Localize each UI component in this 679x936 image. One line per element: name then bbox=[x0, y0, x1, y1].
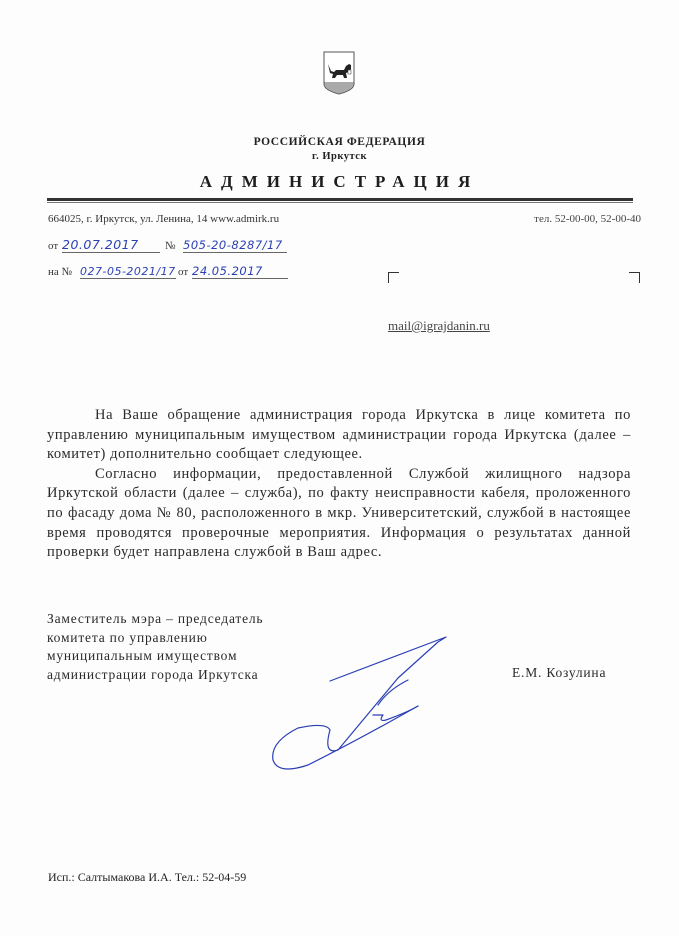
reply-date-field bbox=[192, 262, 288, 279]
date-value: 20.07.2017 bbox=[62, 237, 139, 252]
country-heading: РОССИЙСКАЯ ФЕДЕРАЦИЯ bbox=[253, 136, 426, 148]
reply-date-label: от bbox=[178, 266, 189, 278]
header-rule bbox=[47, 198, 633, 201]
signatory-title-line: комитета по управлению bbox=[47, 629, 208, 645]
executor-info: Исп.: Салтымакова И.А. Тел.: 52-04-59 bbox=[48, 870, 247, 884]
administration-title: АДМИНИСТРАЦИЯ bbox=[199, 172, 480, 191]
reply-number-value: 027-05-2021/17 bbox=[80, 265, 176, 278]
address-line: 664025, г. Иркутск, ул. Ленина, 14 www.admirk.ru bbox=[48, 213, 280, 225]
address-corner-left bbox=[388, 272, 399, 283]
signatory-title-line: администрации города Иркутска bbox=[47, 666, 259, 682]
body-paragraph: Согласно информации, предоставленной Службой жилищного надзора Иркутской области (далее – служба), по факту неисправности кабеля, проложенного по фасаду дома № 80, расположенного в мкр. Университетский, службой в настоящее время проводятся проверочные мероприятия. Информация о результатах данной проверки будет направлена службой в Ваш адрес. bbox=[47, 465, 631, 561]
number-label: № bbox=[165, 240, 176, 252]
date-field bbox=[62, 236, 160, 253]
signatory-title bbox=[47, 610, 263, 684]
signatory-name: Е.М. Козулина bbox=[512, 665, 607, 680]
handwritten-signature bbox=[268, 630, 468, 780]
address-corner-right bbox=[629, 272, 640, 283]
reply-date-value: 24.05.2017 bbox=[192, 264, 263, 278]
coat-of-arms-icon bbox=[322, 50, 356, 96]
phone-line: тел. 52-00-00, 52-00-40 bbox=[534, 213, 641, 225]
reply-number-field bbox=[80, 262, 176, 279]
number-field bbox=[183, 236, 287, 253]
reply-number-label: на № bbox=[48, 266, 73, 278]
letter-body bbox=[47, 406, 631, 563]
signatory-title-line: Заместитель мэра – председатель bbox=[47, 611, 264, 626]
header-rule-thin bbox=[47, 202, 633, 203]
number-value: 505-20-8287/17 bbox=[183, 238, 283, 252]
city-heading: г. Иркутск bbox=[312, 151, 367, 162]
signatory-title-line: муниципальным имуществом bbox=[47, 648, 238, 663]
date-label: от bbox=[48, 240, 59, 252]
body-paragraph: На Ваше обращение администрация города Иркутска в лице комитета по управлению муниципальным имуществом администрации города Иркутска (далее – комитет) дополнительно сообщает следующее. bbox=[47, 407, 631, 463]
recipient-email[interactable]: mail@igrajdanin.ru bbox=[388, 318, 490, 333]
